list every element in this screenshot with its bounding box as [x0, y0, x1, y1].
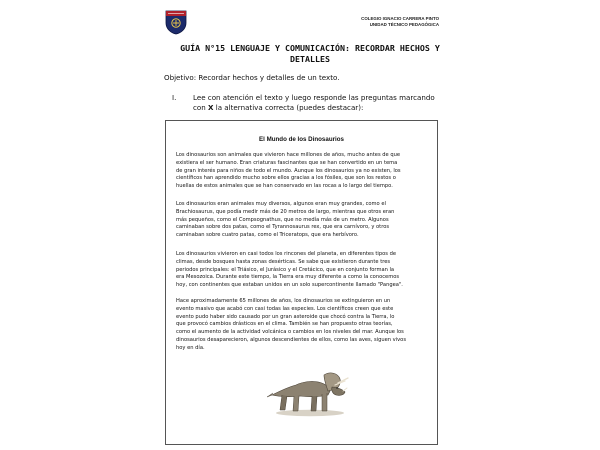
triceratops-illustration-icon — [266, 361, 350, 419]
paragraph-line: Los dinosaurios son animales que vivieron hace millones de años, mucho antes de que — [176, 152, 401, 158]
instruction-number: I. — [172, 93, 177, 102]
paragraph-line: Los dinosaurios vivieron en casi todos los rincones del planeta, en diferentes tipos de — [176, 251, 396, 257]
paragraph-line: como el aumento de la actividad volcánica o cambios en los niveles del mar. Aunque los — [176, 329, 404, 335]
reading-paragraph-2 — [176, 201, 433, 240]
paragraph-line: científicos han aprendido mucho sobre ellos gracias a los fósiles, que son los restos o — [176, 175, 396, 182]
school-name-line2: UNIDAD TÉCNICO PEDAGÓGICA — [369, 22, 439, 27]
paragraph-line: que provocó cambios drásticos en el clima. También se han propuesto otras teorías, — [176, 321, 393, 328]
paragraph-line: Hace aproximadamente 65 millones de años, los dinosaurios se extinguieron en un — [176, 298, 391, 304]
paragraph-line: Los dinosaurios eran animales muy diversos, algunos eran muy grandes, como el — [176, 201, 386, 207]
paragraph-line: hoy en día. — [176, 344, 205, 351]
instruction-text — [193, 93, 435, 113]
reading-title: El Mundo de los Dinosaurios — [259, 136, 344, 143]
paragraph-line: caminaban sobre dos patas, como el Tyrannosaurus rex, que era carnívoro, y otros — [176, 224, 390, 231]
paragraph-line: hoy, con continentes que estaban unidos en un solo supercontinente llamado "Pangea". — [176, 282, 403, 288]
paragraph-line: más pequeños, como el Compsognathus, que no medía más de un metro. Algunos — [176, 216, 389, 223]
paragraph-line: era Mesozoica. Durante este tiempo, la Tierra era muy diferente a como la conocemos — [176, 274, 400, 281]
paragraph-line: evento pudo haber sido causado por un gran asteroide que chocó contra la Tierra, lo — [176, 313, 395, 320]
paragraph-line: de gran interés para niños de todo el mundo. Aunque los dinosaurios ya no existen, los — [176, 167, 401, 174]
paragraph-line: huellas de estos animales que se han conservado en las rocas a lo largo del tiempo. — [176, 183, 393, 189]
page-title — [160, 43, 460, 65]
paragraph-line: climas, desde bosques hasta zonas desérticas. Se sabe que existieron durante tres — [176, 258, 391, 265]
reading-paragraph-3 — [176, 251, 433, 290]
paragraph-line: Brachiosaurus, que podía medir más de 20 metros de largo, mientras que otros eran — [176, 208, 395, 215]
school-name-line1: COLEGIO IGNACIO CARRERA PINTO — [361, 16, 439, 21]
reading-paragraph-1 — [176, 152, 433, 191]
paragraph-line: existiera el ser humano. Eran criaturas fascinantes que se han convertido en un tema — [176, 159, 398, 166]
reading-box — [165, 120, 438, 445]
reading-paragraph-4 — [176, 298, 433, 352]
objective-text: Objetivo: Recordar hechos y detalles de un texto. — [164, 73, 340, 82]
instruction-line1: Lee con atención el texto y luego responde las preguntas marcando — [193, 93, 435, 102]
paragraph-line: caminaban sobre cuatro patas, como el Triceratops, que era herbívoro. — [176, 232, 359, 238]
school-name — [361, 16, 439, 28]
page-title-line2: DETALLES — [290, 54, 330, 64]
school-crest-icon — [163, 9, 189, 35]
instruction-line2 — [193, 103, 408, 113]
page-title-line1: GUÍA N°15 LENGUAJE Y COMUNICACIÓN: RECORDAR HECHOS Y — [180, 43, 440, 53]
paragraph-line: periodos principales: el Triásico, el Jurásico y el Cretácico, que en conjunto forman la — [176, 266, 395, 273]
paragraph-line: evento masivo que acabó con casi todas las especies. Los científicos creen que este — [176, 305, 394, 312]
instruction-mark: X — [208, 103, 214, 112]
instruction-post: la alternativa correcta (puedes destacar): — [213, 103, 364, 112]
paragraph-line: dinosaurios desaparecieron, algunos descendientes de ellos, como las aves, siguen vivos — [176, 336, 407, 343]
instruction-pre: con — [193, 103, 208, 112]
